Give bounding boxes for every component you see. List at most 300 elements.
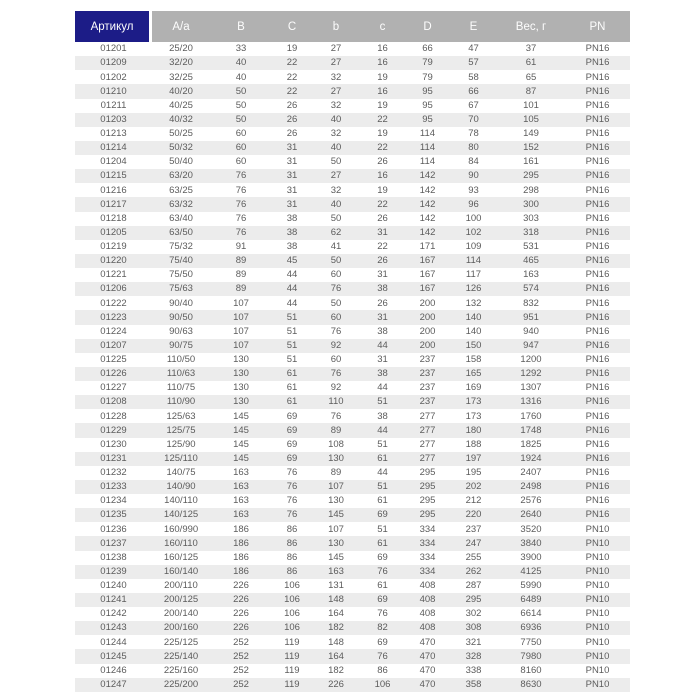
table-cell: 86	[272, 551, 312, 565]
table-cell: 252	[210, 635, 272, 649]
table-cell: 63/40	[152, 212, 210, 226]
table-cell: 76	[272, 508, 312, 522]
table-cell: 408	[405, 579, 450, 593]
table-cell: 26	[360, 296, 405, 310]
table-cell: 16	[360, 42, 405, 56]
table-cell: 334	[405, 536, 450, 550]
table-cell: PN10	[565, 649, 630, 663]
table-cell: PN16	[565, 183, 630, 197]
table-cell: 148	[312, 593, 360, 607]
table-cell: 237	[405, 367, 450, 381]
table-cell: 1748	[497, 423, 565, 437]
spec-table	[75, 11, 630, 692]
table-cell: 82	[360, 621, 405, 635]
table-cell: 60	[312, 353, 360, 367]
table-cell: 01239	[75, 565, 152, 579]
table-cell: 61	[272, 367, 312, 381]
table-cell: 106	[272, 593, 312, 607]
header-cell-c: C	[272, 11, 312, 42]
table-cell: 86	[360, 664, 405, 678]
table-cell: 287	[450, 579, 497, 593]
table-cell: 1200	[497, 353, 565, 367]
table-header-row	[75, 11, 630, 42]
table-cell: 295	[405, 466, 450, 480]
table-cell: 2640	[497, 508, 565, 522]
table-cell: 130	[312, 452, 360, 466]
table-cell: PN10	[565, 664, 630, 678]
table-cell: 300	[497, 197, 565, 211]
table-cell: PN16	[565, 84, 630, 98]
table-cell: 106	[360, 678, 405, 692]
table-cell: 84	[450, 155, 497, 169]
table-cell: 3900	[497, 551, 565, 565]
table-cell: 51	[360, 438, 405, 452]
table-cell: 26	[272, 99, 312, 113]
table-cell: 145	[210, 452, 272, 466]
table-row	[75, 522, 630, 536]
table-cell: 334	[405, 551, 450, 565]
table-cell: 107	[312, 522, 360, 536]
table-cell: 160/990	[152, 522, 210, 536]
table-row	[75, 282, 630, 296]
table-cell: 237	[405, 353, 450, 367]
table-row	[75, 113, 630, 127]
table-row	[75, 508, 630, 522]
table-cell: 70	[450, 113, 497, 127]
table-row	[75, 635, 630, 649]
table-cell: 76	[210, 212, 272, 226]
table-cell: 114	[405, 141, 450, 155]
table-cell: 470	[405, 649, 450, 663]
table-cell: PN16	[565, 99, 630, 113]
table-cell: 107	[210, 296, 272, 310]
table-cell: 130	[210, 353, 272, 367]
table-cell: 119	[272, 678, 312, 692]
table-cell: 69	[272, 423, 312, 437]
table-cell: 142	[405, 183, 450, 197]
table-cell: 22	[360, 240, 405, 254]
table-cell: 3520	[497, 522, 565, 536]
table-row	[75, 367, 630, 381]
table-cell: 161	[497, 155, 565, 169]
table-row	[75, 212, 630, 226]
table-cell: 1292	[497, 367, 565, 381]
table-cell: 226	[312, 678, 360, 692]
table-cell: 163	[210, 480, 272, 494]
table-cell: 51	[360, 395, 405, 409]
table-row	[75, 409, 630, 423]
table-cell: 6614	[497, 607, 565, 621]
table-cell: 50	[312, 296, 360, 310]
table-cell: 01224	[75, 325, 152, 339]
table-cell: 69	[360, 635, 405, 649]
table-cell: 358	[450, 678, 497, 692]
table-cell: 01206	[75, 282, 152, 296]
table-cell: 110/75	[152, 381, 210, 395]
table-cell: 01209	[75, 56, 152, 70]
table-cell: 408	[405, 621, 450, 635]
table-cell: 75/40	[152, 254, 210, 268]
table-cell: 40	[312, 113, 360, 127]
table-cell: 408	[405, 607, 450, 621]
table-cell: PN16	[565, 508, 630, 522]
table-cell: 90/50	[152, 310, 210, 324]
table-cell: 38	[360, 325, 405, 339]
table-cell: 22	[272, 84, 312, 98]
table-cell: 44	[360, 381, 405, 395]
table-cell: 32/25	[152, 70, 210, 84]
table-row	[75, 565, 630, 579]
table-cell: 40	[312, 141, 360, 155]
table-cell: PN16	[565, 423, 630, 437]
table-cell: 01214	[75, 141, 152, 155]
table-cell: 247	[450, 536, 497, 550]
table-cell: PN16	[565, 268, 630, 282]
table-cell: 76	[312, 282, 360, 296]
table-cell: 125/63	[152, 409, 210, 423]
table-cell: 2576	[497, 494, 565, 508]
table-cell: 31	[272, 169, 312, 183]
table-row	[75, 240, 630, 254]
table-cell: 101	[497, 99, 565, 113]
table-cell: 947	[497, 339, 565, 353]
table-cell: 25/20	[152, 42, 210, 56]
table-cell: 95	[405, 84, 450, 98]
table-cell: 200/160	[152, 621, 210, 635]
table-cell: 76	[312, 367, 360, 381]
table-row	[75, 649, 630, 663]
table-cell: 69	[272, 438, 312, 452]
table-cell: 188	[450, 438, 497, 452]
table-cell: 197	[450, 452, 497, 466]
table-cell: 61	[272, 395, 312, 409]
table-cell: 152	[497, 141, 565, 155]
table-cell: 26	[272, 127, 312, 141]
table-row	[75, 466, 630, 480]
table-cell: 76	[210, 197, 272, 211]
table-cell: 114	[405, 155, 450, 169]
table-cell: PN10	[565, 621, 630, 635]
table-cell: 31	[272, 141, 312, 155]
table-cell: 117	[450, 268, 497, 282]
table-cell: 308	[450, 621, 497, 635]
table-cell: 38	[272, 212, 312, 226]
table-cell: PN10	[565, 635, 630, 649]
table-cell: 186	[210, 565, 272, 579]
table-cell: 44	[360, 423, 405, 437]
table-cell: 90/75	[152, 339, 210, 353]
table-cell: 105	[497, 113, 565, 127]
table-cell: 148	[312, 635, 360, 649]
table-cell: 186	[210, 522, 272, 536]
table-cell: PN16	[565, 113, 630, 127]
table-cell: 237	[450, 522, 497, 536]
table-cell: 145	[210, 409, 272, 423]
table-cell: 255	[450, 551, 497, 565]
table-cell: 130	[210, 395, 272, 409]
table-cell: 01243	[75, 621, 152, 635]
table-cell: 220	[450, 508, 497, 522]
table-cell: 31	[272, 197, 312, 211]
table-cell: 182	[312, 621, 360, 635]
table-row	[75, 664, 630, 678]
table-row	[75, 339, 630, 353]
table-cell: 237	[405, 381, 450, 395]
table-cell: 38	[272, 226, 312, 240]
table-cell: 951	[497, 310, 565, 324]
table-cell: 6936	[497, 621, 565, 635]
table-cell: 277	[405, 409, 450, 423]
table-row	[75, 395, 630, 409]
table-cell: 200/140	[152, 607, 210, 621]
table-cell: PN16	[565, 169, 630, 183]
table-row	[75, 551, 630, 565]
table-cell: 470	[405, 664, 450, 678]
table-cell: 60	[210, 127, 272, 141]
header-cell-a-a: A/a	[152, 11, 210, 42]
table-cell: 90	[450, 169, 497, 183]
table-cell: 01232	[75, 466, 152, 480]
table-cell: PN16	[565, 254, 630, 268]
table-cell: 86	[272, 565, 312, 579]
table-row	[75, 438, 630, 452]
table-cell: 173	[450, 409, 497, 423]
table-cell: 51	[272, 310, 312, 324]
table-cell: 01202	[75, 70, 152, 84]
table-cell: 01215	[75, 169, 152, 183]
table-cell: 226	[210, 621, 272, 635]
table-cell: 01244	[75, 635, 152, 649]
table-cell: 67	[450, 99, 497, 113]
table-cell: 01246	[75, 664, 152, 678]
table-cell: 01237	[75, 536, 152, 550]
table-cell: 75/50	[152, 268, 210, 282]
table-cell: 31	[360, 226, 405, 240]
table-cell: 63/20	[152, 169, 210, 183]
table-cell: 334	[405, 522, 450, 536]
table-cell: 106	[272, 621, 312, 635]
table-cell: 40/32	[152, 113, 210, 127]
table-cell: 130	[210, 381, 272, 395]
table-cell: 89	[210, 282, 272, 296]
table-cell: PN16	[565, 296, 630, 310]
table-cell: 01247	[75, 678, 152, 692]
table-cell: 130	[210, 367, 272, 381]
table-cell: 86	[272, 522, 312, 536]
table-cell: 01213	[75, 127, 152, 141]
table-cell: 8160	[497, 664, 565, 678]
table-cell: PN16	[565, 127, 630, 141]
table-cell: 63/32	[152, 197, 210, 211]
table-cell: 126	[450, 282, 497, 296]
table-cell: 140/75	[152, 466, 210, 480]
table-cell: 89	[210, 254, 272, 268]
table-cell: 61	[497, 56, 565, 70]
table-cell: 50	[312, 155, 360, 169]
table-cell: PN16	[565, 240, 630, 254]
table-cell: 531	[497, 240, 565, 254]
table-cell: 32	[312, 70, 360, 84]
table-cell: 01203	[75, 113, 152, 127]
table-cell: 295	[405, 480, 450, 494]
table-cell: 5990	[497, 579, 565, 593]
table-cell: 186	[210, 551, 272, 565]
table-cell: 6489	[497, 593, 565, 607]
table-cell: 47	[450, 42, 497, 56]
table-cell: PN16	[565, 339, 630, 353]
table-cell: 107	[312, 480, 360, 494]
table-cell: 50	[210, 84, 272, 98]
table-row	[75, 84, 630, 98]
table-cell: PN16	[565, 367, 630, 381]
table-row	[75, 226, 630, 240]
table-cell: 60	[312, 268, 360, 282]
table-cell: PN16	[565, 494, 630, 508]
table-cell: 31	[360, 268, 405, 282]
table-cell: 252	[210, 678, 272, 692]
table-cell: 182	[312, 664, 360, 678]
table-cell: 44	[360, 339, 405, 353]
table-cell: 145	[210, 438, 272, 452]
table-cell: 167	[405, 268, 450, 282]
table-cell: 140	[450, 325, 497, 339]
table-cell: 01228	[75, 409, 152, 423]
table-cell: 334	[405, 565, 450, 579]
table-cell: 58	[450, 70, 497, 84]
table-cell: 940	[497, 325, 565, 339]
table-cell: 186	[210, 536, 272, 550]
table-row	[75, 325, 630, 339]
table-cell: 145	[312, 551, 360, 565]
table-cell: 171	[405, 240, 450, 254]
table-cell: 01201	[75, 42, 152, 56]
table-cell: 200	[405, 325, 450, 339]
table-row	[75, 353, 630, 367]
table-cell: 69	[360, 551, 405, 565]
table-cell: 2498	[497, 480, 565, 494]
table-body	[75, 42, 630, 692]
table-cell: 132	[450, 296, 497, 310]
table-cell: PN16	[565, 353, 630, 367]
table-cell: 01241	[75, 593, 152, 607]
table-cell: 163	[210, 494, 272, 508]
table-cell: 225/160	[152, 664, 210, 678]
table-cell: PN10	[565, 565, 630, 579]
table-cell: 140/90	[152, 480, 210, 494]
table-row	[75, 423, 630, 437]
table-cell: 107	[210, 325, 272, 339]
table-cell: 76	[210, 183, 272, 197]
table-cell: 130	[312, 536, 360, 550]
table-cell: 50	[312, 254, 360, 268]
table-cell: 75/32	[152, 240, 210, 254]
table-cell: 01240	[75, 579, 152, 593]
table-cell: 63/50	[152, 226, 210, 240]
table-cell: 160/110	[152, 536, 210, 550]
table-cell: 19	[272, 42, 312, 56]
table-cell: 167	[405, 254, 450, 268]
table-cell: 200	[405, 296, 450, 310]
table-cell: 119	[272, 635, 312, 649]
table-cell: 86	[272, 536, 312, 550]
table-cell: 01207	[75, 339, 152, 353]
table-row	[75, 310, 630, 324]
table-cell: 277	[405, 438, 450, 452]
table-cell: 22	[272, 56, 312, 70]
table-cell: 142	[405, 212, 450, 226]
table-cell: 75/63	[152, 282, 210, 296]
table-cell: 19	[360, 70, 405, 84]
table-cell: 465	[497, 254, 565, 268]
table-cell: 95	[405, 113, 450, 127]
table-cell: 80	[450, 141, 497, 155]
table-row	[75, 480, 630, 494]
table-cell: PN16	[565, 480, 630, 494]
table-cell: 76	[272, 480, 312, 494]
table-cell: 32	[312, 99, 360, 113]
table-cell: 50/25	[152, 127, 210, 141]
table-cell: 145	[312, 508, 360, 522]
table-cell: 69	[360, 508, 405, 522]
table-cell: PN16	[565, 226, 630, 240]
table-cell: 37	[497, 42, 565, 56]
table-cell: 01204	[75, 155, 152, 169]
table-cell: 31	[272, 155, 312, 169]
table-cell: 114	[405, 127, 450, 141]
table-cell: 102	[450, 226, 497, 240]
table-cell: 26	[360, 212, 405, 226]
table-cell: 01217	[75, 197, 152, 211]
table-cell: 110/50	[152, 353, 210, 367]
table-row	[75, 99, 630, 113]
table-cell: 1825	[497, 438, 565, 452]
table-cell: 01226	[75, 367, 152, 381]
table-cell: PN10	[565, 522, 630, 536]
header-cell-c: c	[360, 11, 405, 42]
table-cell: 3840	[497, 536, 565, 550]
table-cell: PN16	[565, 155, 630, 169]
table-cell: 16	[360, 169, 405, 183]
table-cell: 27	[312, 169, 360, 183]
table-cell: 163	[210, 466, 272, 480]
table-row	[75, 42, 630, 56]
table-cell: 295	[405, 508, 450, 522]
table-cell: 45	[272, 254, 312, 268]
table-cell: 302	[450, 607, 497, 621]
table-row	[75, 268, 630, 282]
table-cell: 01208	[75, 395, 152, 409]
table-cell: 76	[360, 649, 405, 663]
table-cell: 01231	[75, 452, 152, 466]
table-cell: 01234	[75, 494, 152, 508]
table-cell: 107	[210, 310, 272, 324]
table-cell: PN16	[565, 409, 630, 423]
table-row	[75, 593, 630, 607]
table-cell: 1307	[497, 381, 565, 395]
table-cell: 32	[312, 127, 360, 141]
table-cell: PN10	[565, 551, 630, 565]
table-cell: 27	[312, 42, 360, 56]
table-cell: 96	[450, 197, 497, 211]
table-cell: 295	[450, 593, 497, 607]
table-cell: 01210	[75, 84, 152, 98]
table-cell: 50/32	[152, 141, 210, 155]
table-cell: 01227	[75, 381, 152, 395]
table-cell: PN16	[565, 282, 630, 296]
table-cell: 01219	[75, 240, 152, 254]
table-cell: 106	[272, 607, 312, 621]
table-cell: 226	[210, 593, 272, 607]
